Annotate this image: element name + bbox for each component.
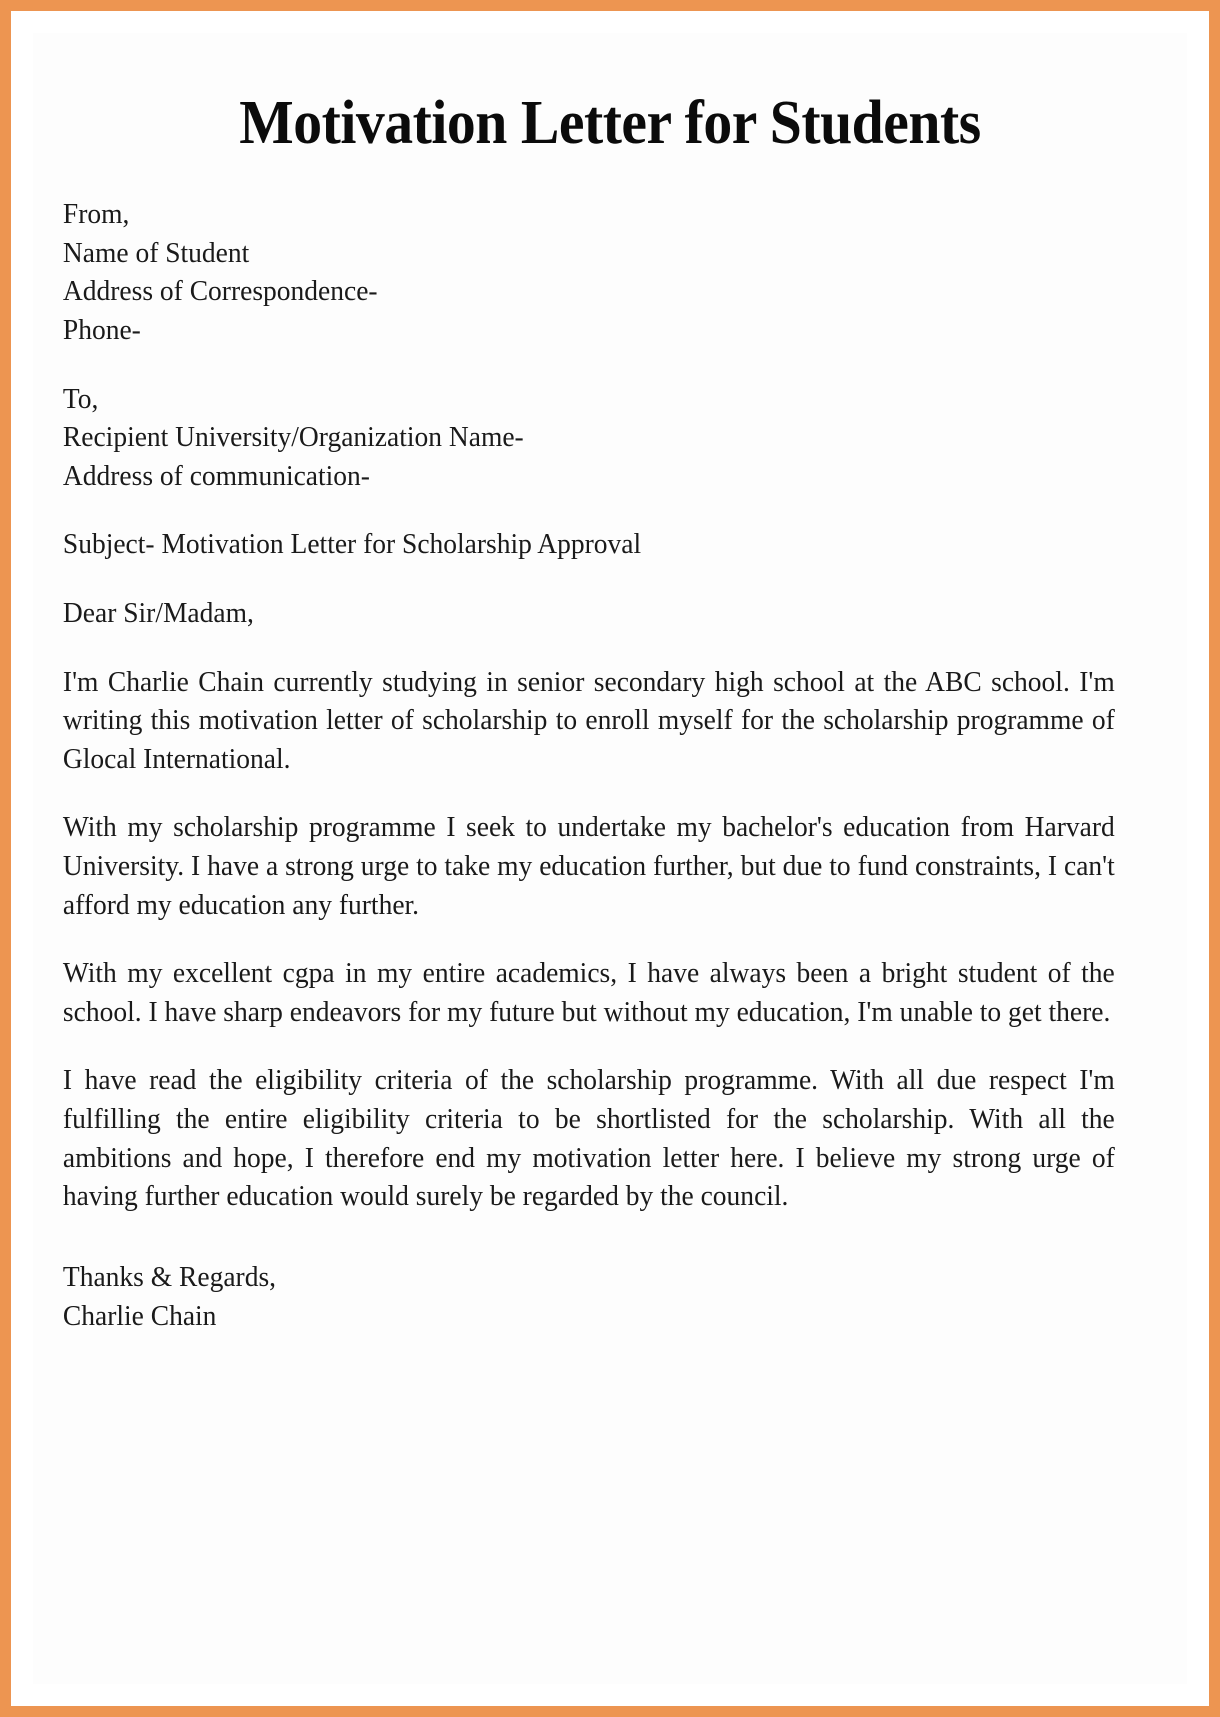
closing-block — [63, 1259, 1115, 1336]
sender-phone-line: Phone- — [62, 314, 141, 346]
recipient-organization-line: Recipient University/Organization Name- — [62, 422, 524, 454]
body-paragraph: With my scholarship programme I seek to undertake my bachelor's education from Harvard University. I have a strong urge to take my education further, but due to fund constraints, I can't afford my education any further. — [62, 812, 1115, 921]
page-title: Motivation Letter for Students — [239, 89, 981, 157]
sender-block — [63, 196, 1115, 350]
closing-signature-name: Charlie Chain — [62, 1300, 217, 1332]
recipient-block — [63, 381, 1115, 497]
sender-name-line: Name of Student — [62, 237, 250, 269]
letter-body — [33, 196, 1147, 1336]
salutation: Dear Sir/Madam, — [62, 597, 254, 629]
sender-address-line: Address of Correspondence- — [62, 276, 378, 308]
document-content-area — [33, 33, 1187, 1684]
recipient-address-line: Address of communication- — [62, 460, 370, 492]
recipient-to-label: To, — [62, 383, 99, 415]
body-paragraph: I have read the eligibility criteria of the scholarship programme. With all due respect I'm fulfilling the entire eligibility criteria to be shortlisted for the scholarship. With all the ambitions and hope, I therefore end my motivation letter here. I believe my strong urge of having further education would surely be regarded by the council. — [62, 1065, 1115, 1213]
closing-regards: Thanks & Regards, — [62, 1261, 277, 1293]
body-paragraph: With my excellent cgpa in my entire academics, I have always been a bright student of the school. I have sharp endeavors for my future but without my education, I'm unable to get there. — [62, 958, 1115, 1028]
sender-from-label: From, — [62, 199, 130, 231]
body-paragraph: I'm Charlie Chain currently studying in senior secondary high school at the ABC school. I'm writing this motivation letter of scholarship to enroll myself for the scholarship programme of Glocal International. — [62, 666, 1115, 775]
subject-line: Subject- Motivation Letter for Scholarship Approval — [62, 529, 642, 561]
